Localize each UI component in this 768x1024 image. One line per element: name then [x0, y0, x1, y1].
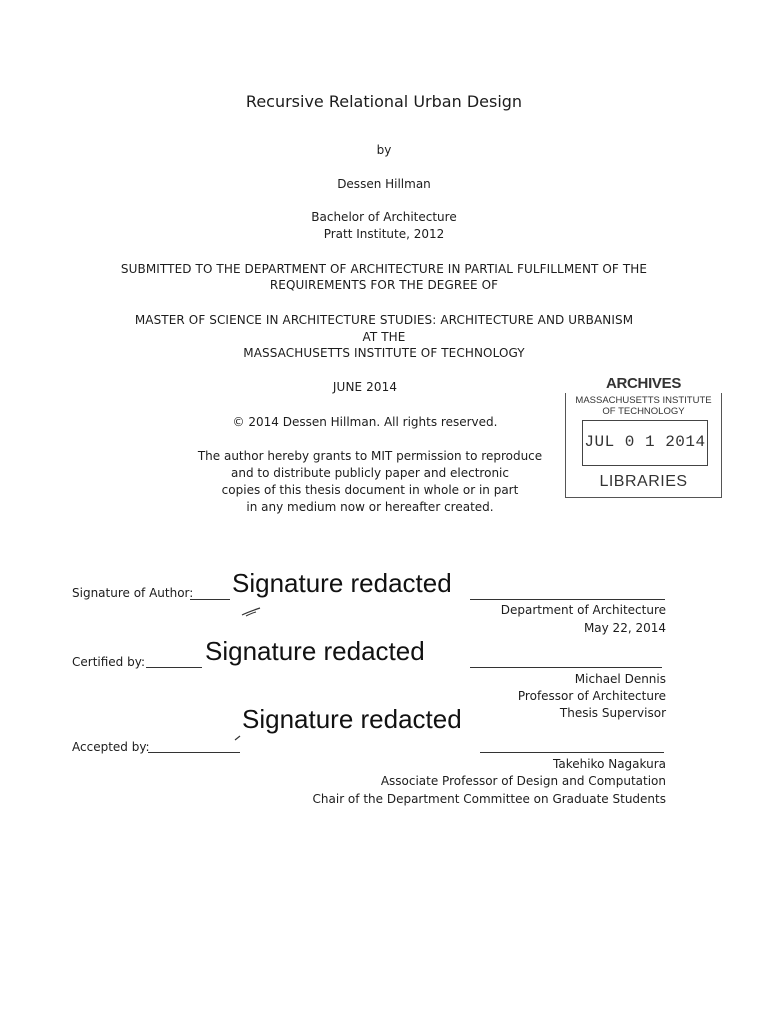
author-name: Dessen Hillman [337, 177, 431, 191]
certified-signature-redacted: Signature redacted [205, 636, 425, 666]
supervisor-title: Professor of Architecture [517, 689, 666, 703]
author-signature-redacted: Signature redacted [232, 568, 452, 598]
permission-line-1: The author hereby grants to MIT permission to reproduce [197, 449, 543, 463]
stamp-date: JUL 0 1 2014 [584, 433, 706, 451]
archives-stamp [565, 375, 722, 498]
stamp-libraries: LIBRARIES [599, 473, 688, 490]
thesis-title: Recursive Relational Urban Design [245, 92, 523, 111]
accepted-line-right [480, 752, 664, 753]
author-signature-label: Signature of Author: [72, 586, 194, 600]
certified-label: Certified by: [72, 655, 145, 669]
pen-dot-mark [234, 734, 242, 742]
stamp-institution-line-2: OF TECHNOLOGY [602, 406, 685, 417]
submission-date: JUNE 2014 [332, 380, 398, 394]
submission-line-2: REQUIREMENTS FOR THE DEGREE OF [269, 278, 499, 292]
chair-role: Chair of the Department Committee on Graduate Students [312, 792, 666, 806]
degree-line-3: MASSACHUSETTS INSTITUTE OF TECHNOLOGY [243, 346, 525, 360]
stamp-date-box [582, 420, 708, 466]
degree-line-1: MASTER OF SCIENCE IN ARCHITECTURE STUDIES: ARCHITECTURE AND URBANISM [134, 313, 634, 327]
stamp-institution-line-1: MASSACHUSETTS INSTITUTE [575, 395, 712, 406]
pen-stroke-mark [240, 606, 262, 618]
chair-name: Takehiko Nagakura [553, 757, 666, 771]
prior-degree: Bachelor of Architecture [311, 210, 457, 224]
copyright-notice: © 2014 Dessen Hillman. All rights reserved. [232, 415, 498, 429]
submission-line-1: SUBMITTED TO THE DEPARTMENT OF ARCHITECTURE IN PARTIAL FULFILLMENT OF THE [120, 262, 648, 276]
author-signature-line-right [470, 599, 665, 600]
by-text: by [376, 143, 392, 157]
supervisor-name: Michael Dennis [574, 672, 666, 686]
degree-line-2: AT THE [362, 330, 406, 344]
author-sign-date: May 22, 2014 [583, 621, 666, 635]
certified-line-right [470, 667, 662, 668]
author-department: Department of Architecture [500, 603, 666, 617]
stamp-institution [566, 395, 721, 417]
permission-line-2: and to distribute publicly paper and electronic [231, 466, 509, 480]
chair-title: Associate Professor of Design and Computation [380, 774, 666, 788]
author-signature-line-left [190, 599, 230, 600]
supervisor-role: Thesis Supervisor [559, 706, 666, 720]
stamp-header: ARCHIVES [605, 375, 682, 392]
permission-line-3: copies of this thesis document in whole or in part [221, 483, 519, 497]
accepted-label: Accepted by: [72, 740, 150, 754]
certified-line-left [146, 667, 202, 668]
accepted-line-left [148, 752, 240, 753]
accepted-signature-redacted: Signature redacted [242, 704, 462, 734]
prior-institution: Pratt Institute, 2012 [323, 227, 445, 241]
permission-line-4: in any medium now or hereafter created. [246, 500, 494, 514]
